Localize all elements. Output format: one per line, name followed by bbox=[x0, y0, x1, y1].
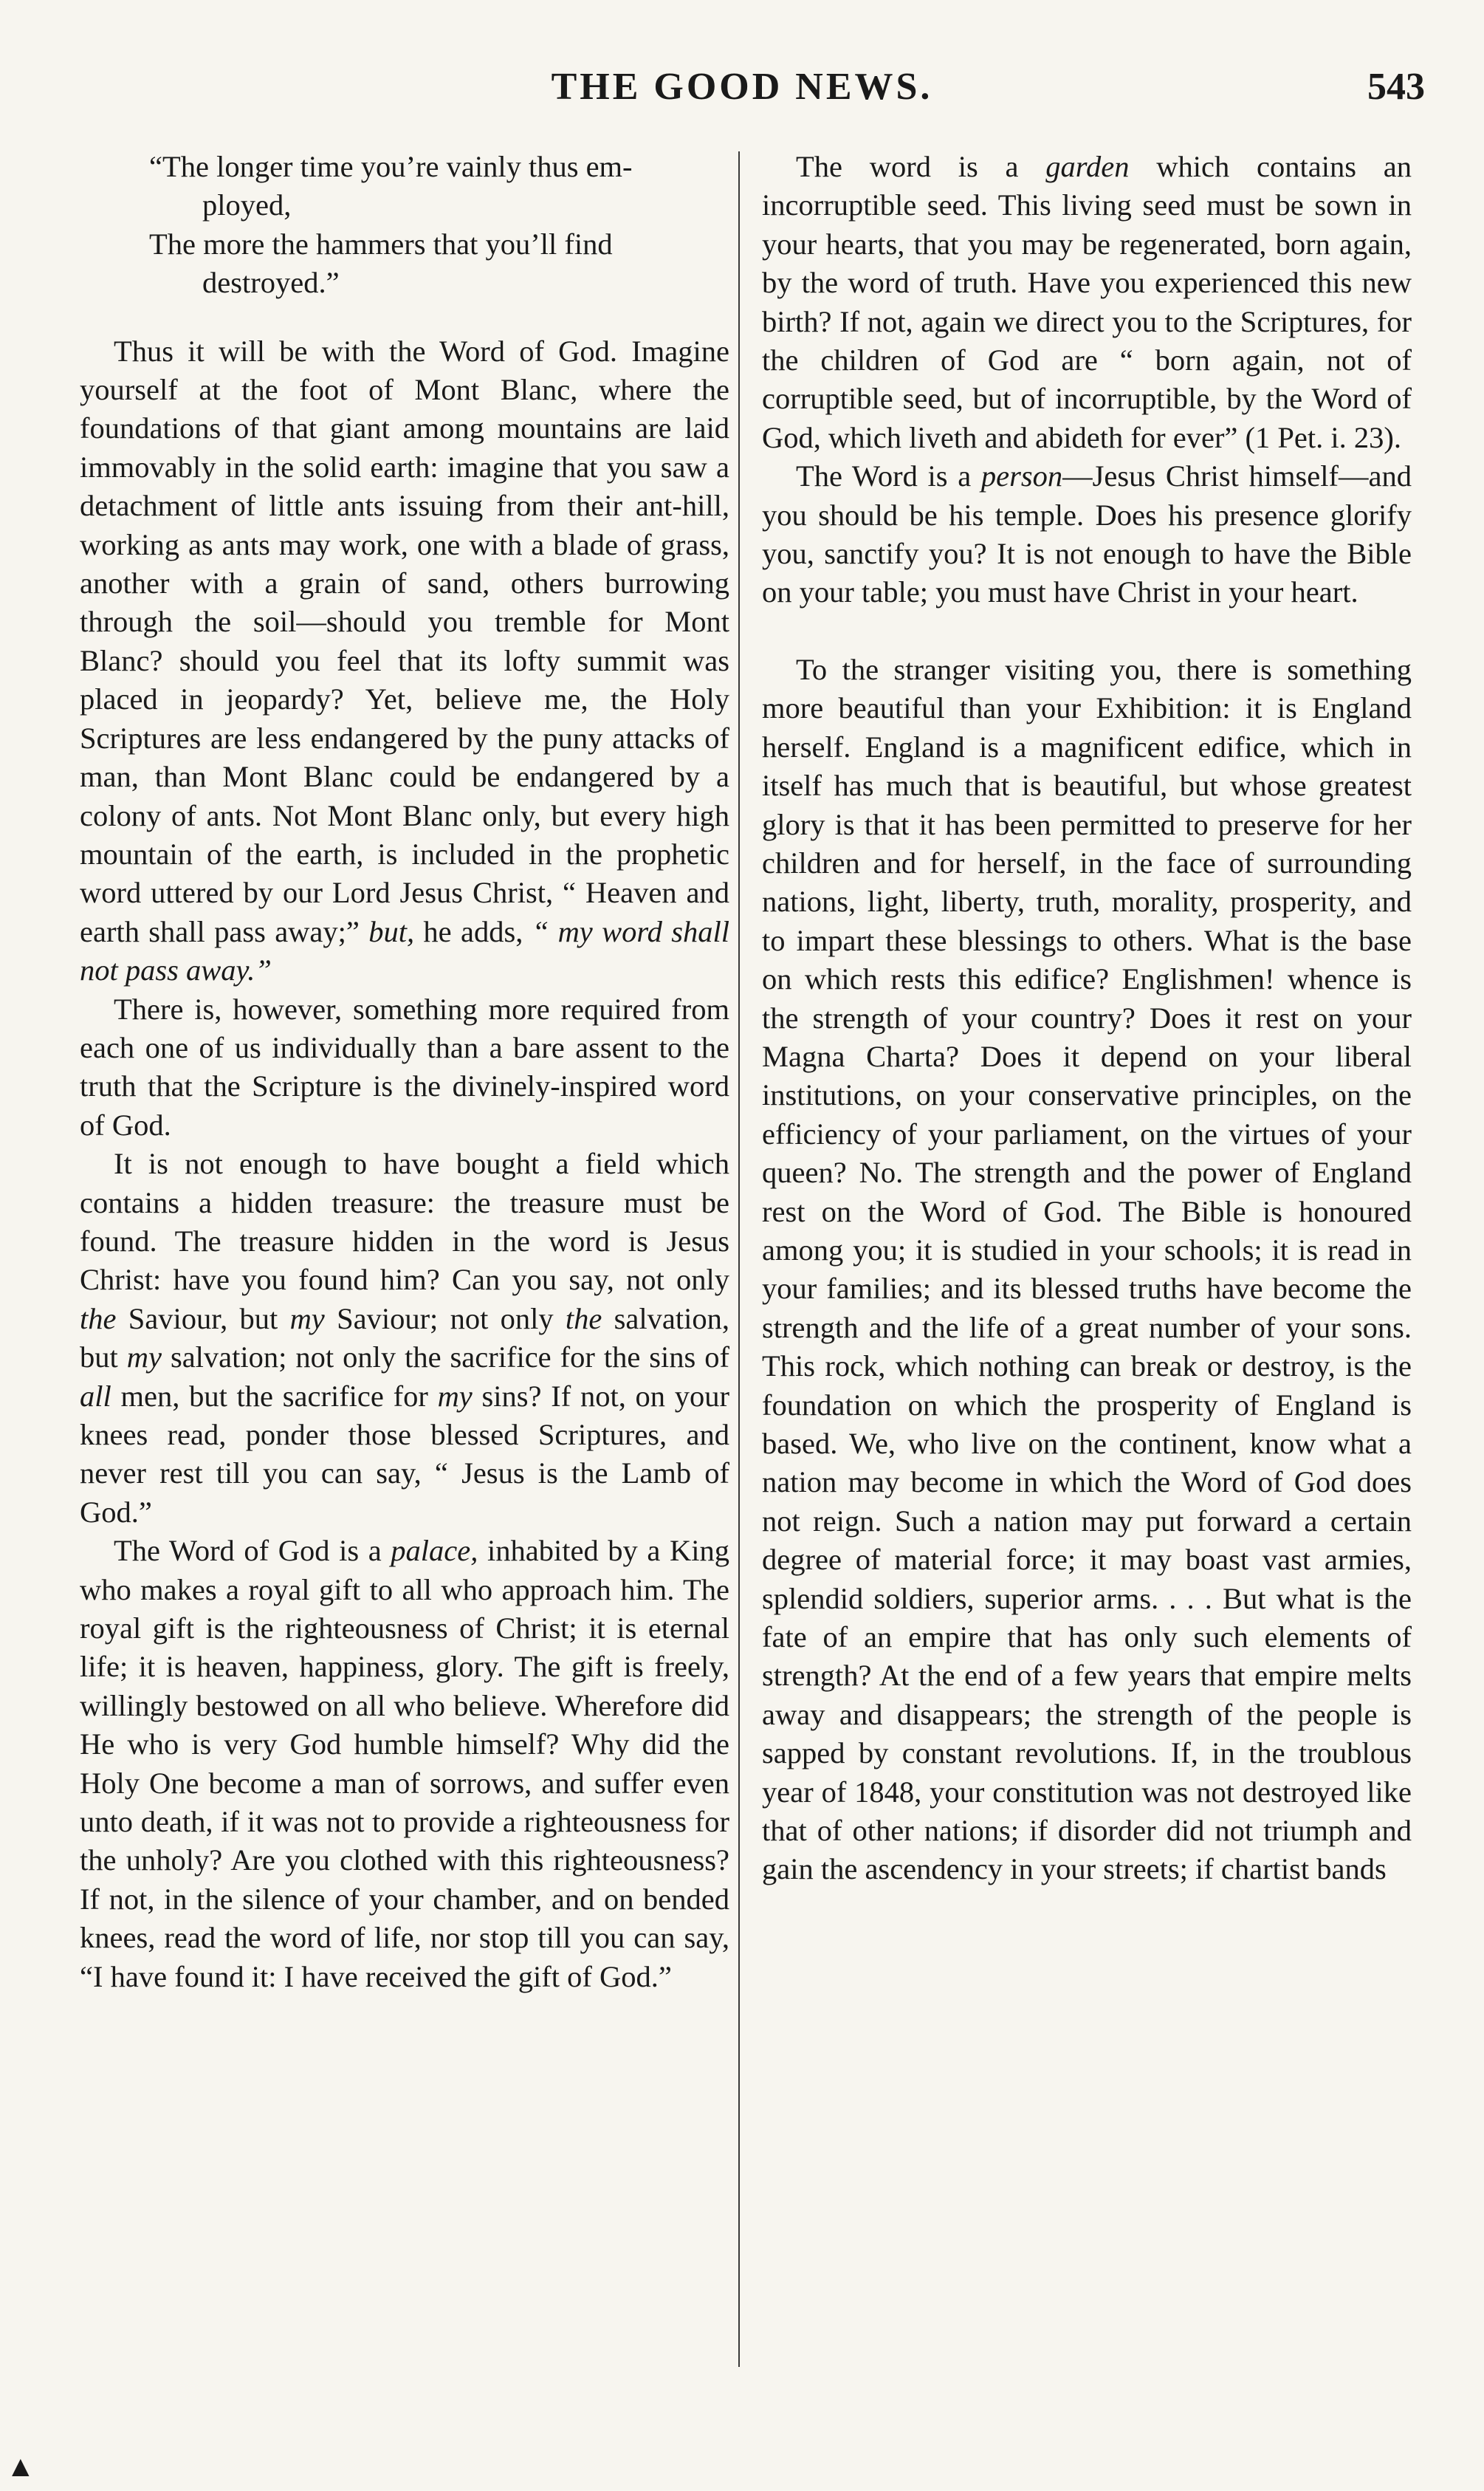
column-divider bbox=[738, 151, 740, 2367]
text-run: sins? If not, on your knees read, ponder those blessed Scriptures, and never rest till you can say, “ Jesus is the Lamb of God.” bbox=[80, 1379, 729, 1529]
verse-line: The more the hammers that you’ll find bbox=[149, 227, 613, 261]
text-run-italic: “ my word shall not pass away.” bbox=[80, 914, 729, 987]
text-run: he adds, bbox=[414, 914, 532, 948]
text-run-italic: my bbox=[437, 1379, 473, 1413]
text-run-italic: garden bbox=[1045, 150, 1130, 183]
paragraph-palace bbox=[80, 1532, 729, 1996]
paragraph-garden bbox=[762, 148, 1412, 457]
paragraph-mont-blanc bbox=[80, 332, 729, 990]
page-number: 543 bbox=[1367, 66, 1425, 108]
paragraph-assent: There is, however, something more required from each one of us individually than a bare assent to the truth that the Scripture is the divinely-inspired word of God. bbox=[80, 992, 729, 1142]
text-run: —Jesus Christ himself—and you should be his temple. Does his presence glorify you, sanctify you? It is not enough to have the Bible on your table; you must have Christ in your heart. bbox=[762, 459, 1412, 609]
left-column bbox=[80, 148, 729, 1996]
text-run: Saviour; not only bbox=[324, 1301, 566, 1335]
verse-line: ployed, bbox=[202, 188, 292, 222]
scan-mark: ▲ bbox=[6, 2450, 35, 2483]
text-run-italic: my bbox=[126, 1340, 162, 1374]
page-title: THE GOOD NEWS. bbox=[551, 66, 933, 108]
text-run-italic: the bbox=[80, 1301, 117, 1335]
text-run: which contains an incorruptible seed. This living seed must be sown in your hearts, that you may be regenerated, born again, by the word of truth. Have you experienced this new birth? If not, again we direct you to the Scriptures, for the children of God are “ born again, not of corruptible seed, but of incorruptible, by the Word of God, which liveth and abideth for ever” (1 Pet. i. 23). bbox=[762, 150, 1412, 454]
text-run-italic: but, bbox=[368, 914, 415, 948]
running-head bbox=[0, 65, 1484, 124]
right-column bbox=[762, 148, 1412, 1889]
text-run-italic: the bbox=[565, 1301, 602, 1335]
paragraph-england: To the stranger visiting you, there is something more beautiful than your Exhibition: it is England herself. England is a magnificent edifice, which in itself has much that is beautiful, but whose greatest glory is that it has been permitted to preserve for her children and for herself, in the face of surrounding nations, light, liberty, truth, morality, prosperity, and to impart these blessings to others. What is the base on which rests this edifice? Englishmen! whence is the strength of your country? Does it rest on your Magna Charta? Does it depend on your liberal institutions, on your conservative principles, on the efficiency of your parliament, on the virtues of your queen? No. The strength and the power of England rest on the Word of God. The Bible is honoured among you; it is studied in your schools; it is read in your families; and its blessed truths have become the strength and the life of a great number of your sons. This rock, which nothing can break or destroy, is the foundation on which the prosperity of England is based. We, who live on the continent, know what a nation may become in which the Word of God does not reign. Such a nation may put forward a certain degree of material force; it may boast vast armies, splendid soldiers, superior arms. . . . But what is the fate of an empire that has only such elements of strength? At the end of a few years that empire melts away and disappears; the strength of the people is sapped by constant revolutions. If, in the troublous year of 1848, your constitution was not destroyed like that of other nations; if disorder did not triumph and gain the ascendency in your streets; if chartist bands bbox=[762, 652, 1412, 1886]
text-run-italic: all bbox=[80, 1379, 111, 1413]
text-run: The Word of God is a bbox=[114, 1534, 391, 1568]
text-run-italic: palace, bbox=[391, 1534, 478, 1568]
verse-line: destroyed.” bbox=[202, 266, 340, 300]
text-run: salvation, but bbox=[80, 1301, 729, 1374]
text-run: Saviour, but bbox=[116, 1301, 290, 1335]
text-run: Thus it will be with the Word of God. Imagine yourself at the foot of Mont Blanc, where the foundations of that giant among mountains are laid immovably in the solid earth: imagine that you saw a detachment of little ants issuing from their ant-hill, working as ants may work, one with a blade of grass, another with a grain of sand, others burrowing through the soil—should you tremble for Mont Blanc? should you feel that its lofty summit was placed in jeopardy? Yet, believe me, the Holy Scriptures are less endangered by the puny attacks of man, than Mont Blanc could be endangered by a colony of ants. Not Mont Blanc only, but every high mountain of the earth, is included in the prophetic word uttered by our Lord Jesus Christ, “ Heaven and earth shall pass away;” bbox=[80, 334, 729, 948]
paragraph-person bbox=[762, 457, 1412, 612]
text-run-italic: person bbox=[980, 459, 1063, 493]
text-run: It is not enough to have bought a field which contains a hidden treasure: the treasure must be found. The treasure hidden in the word is Jesus Christ: have you found him? Can you say, not only bbox=[80, 1147, 729, 1297]
text-run: inhabited by a King who makes a royal gift to all who approach him. The royal gift is the righteousness of Christ; it is eternal life; it is heaven, happiness, glory. The gift is freely, willingly bestowed on all who believe. Wherefore did He who is very God humble himself? Why did the Holy One become a man of sorrows, and suffer even unto death, if it was not to provide a righteousness for the unholy? Are you clothed with this righteousness? If not, in the silence of your chamber, and on bended knees, read the word of life, nor stop till you can say, “I have found it: I have received the gift of God.” bbox=[80, 1534, 729, 1993]
verse-quote bbox=[80, 148, 729, 303]
text-run-italic: my bbox=[289, 1301, 325, 1335]
verse-line: “The longer time you’re vainly thus em- bbox=[149, 150, 633, 183]
text-run: The Word is a bbox=[796, 459, 981, 493]
text-run: salvation; not only the sacrifice for the sins of bbox=[161, 1340, 729, 1374]
text-run: The word is a bbox=[796, 150, 1046, 183]
text-run: men, but the sacrifice for bbox=[111, 1379, 438, 1413]
paragraph-hidden-treasure bbox=[80, 1145, 729, 1532]
